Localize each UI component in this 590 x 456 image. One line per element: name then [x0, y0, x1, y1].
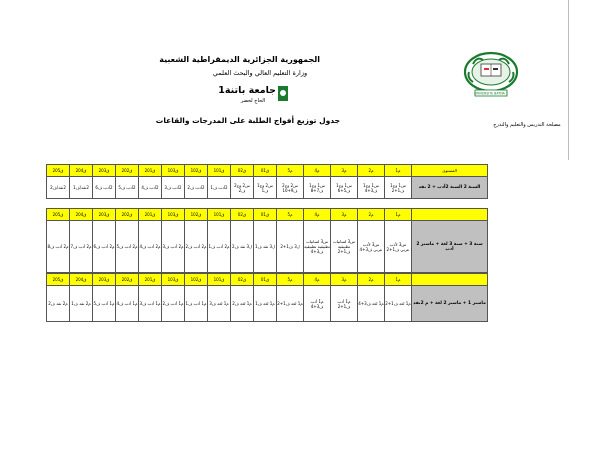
table-cell: س1 وج1 ف1+2 — [385, 177, 412, 199]
header-cell — [412, 209, 488, 221]
header-cell: ق205 — [47, 274, 70, 286]
header-cell: ق01 — [254, 274, 277, 286]
header-row — [47, 209, 488, 221]
table-cell: 2أدب ف6 — [93, 177, 116, 199]
table-cell: م1 لغة ف2 — [231, 286, 254, 322]
table-cell: س1 وج1 ف3+4 — [358, 177, 385, 199]
header-cell: ق102 — [185, 274, 208, 286]
header-cell: ق103 — [162, 165, 185, 177]
table-cell: م2 أدب ف2 — [185, 221, 208, 273]
table-cell: 2أدب ف4 — [139, 177, 162, 199]
header-cell: م1 — [385, 209, 412, 221]
header-cell: ق103 — [162, 209, 185, 221]
table-cell: م2 أدب ف8 — [47, 221, 70, 273]
header-cell: ق102 — [185, 209, 208, 221]
table-cell: س3 لأدب عربي ف3+4 — [358, 221, 385, 273]
table-cell: م2 أدب ف3 — [162, 221, 185, 273]
header-cell: م5 — [277, 165, 304, 177]
table-cell: م1 لغة ف1+2 — [277, 286, 304, 322]
header-cell: ق204 — [70, 165, 93, 177]
table-cell: ل3 نقد ف2 — [231, 221, 254, 273]
table-cell: س3 لسانيات تطبيقية ف1+2 — [331, 221, 358, 273]
header-cell: ق203 — [93, 165, 116, 177]
header-cell: ق101 — [208, 165, 231, 177]
table-cell: س1 وج1 ف5+6 — [331, 177, 358, 199]
header-cell: ق204 — [70, 209, 93, 221]
header-cell: ق02 — [231, 165, 254, 177]
header-cell: ق202 — [116, 165, 139, 177]
table-cell: م1 لغة ف1+2 — [385, 286, 412, 322]
republic-heading: الجمهورية الجزائرية الديمقراطية الشعبية — [159, 55, 320, 64]
header-cell: ق101 — [208, 209, 231, 221]
university-name: جامعة باتنة1 — [218, 85, 276, 96]
header-cell: ق02 — [231, 274, 254, 286]
header-cell: ق201 — [139, 165, 162, 177]
table-cell: م1 لغة ف1 — [254, 286, 277, 322]
header-cell: ق202 — [116, 274, 139, 286]
table-cell: م2 أدب ف6 — [93, 221, 116, 273]
header-cell: ق101 — [208, 274, 231, 286]
document-title: جدول توزيع أفواج الطلبة على المدرجات والقاعات — [155, 116, 340, 125]
table-cell: 2أدب ف3 — [162, 177, 185, 199]
header-cell: ق205 — [47, 165, 70, 177]
table-cell: م2 أدب ف1 — [208, 221, 231, 273]
header-cell: م1 — [385, 165, 412, 177]
university-emblem-icon — [276, 84, 290, 104]
logo-caption: UNIVERSITE BATNA 1 — [474, 91, 508, 96]
table-cell: س1 وج1 ف7+8 — [304, 177, 331, 199]
table-cell: س3 لأدب عربي ف1+2 — [385, 221, 412, 273]
schedule-block-3 — [46, 273, 488, 322]
university-logo — [461, 50, 521, 100]
header-cell: ق203 — [93, 274, 116, 286]
header-cell: ق204 — [70, 274, 93, 286]
header-cell: ق01 — [254, 165, 277, 177]
table-cell: س3 لسانيات تطبيقية تطبيقية ف3+4 — [304, 221, 331, 273]
table-row — [47, 177, 488, 199]
header-cell: ق02 — [231, 209, 254, 221]
header-cell: ق201 — [139, 209, 162, 221]
table-cell: م1 أدب ف5 — [93, 286, 116, 322]
table-cell: م1 لغة ف3 — [208, 286, 231, 322]
table-cell: 2نقد/ف1 — [70, 177, 93, 199]
header-cell: ق203 — [93, 209, 116, 221]
row-label: ماستر 1 + ماستر 2 لغة + م 2نقد — [412, 286, 488, 322]
table-cell: 2أدب ف1 — [208, 177, 231, 199]
header-cell: ق102 — [185, 165, 208, 177]
table-cell: م1 لغة ف3+4 — [358, 286, 385, 322]
header-cell: ق201 — [139, 274, 162, 286]
table-row — [47, 286, 488, 322]
header-cell: م2 — [358, 209, 385, 221]
header-cell: م4 — [304, 274, 331, 286]
table-row — [47, 221, 488, 273]
table-cell: م2 أدب ف5 — [116, 221, 139, 273]
header-cell: ق202 — [116, 209, 139, 221]
header-cell: ق205 — [47, 209, 70, 221]
header-row — [47, 274, 488, 286]
header-row — [47, 165, 488, 177]
header-cell: م3 — [331, 209, 358, 221]
header-cell: م5 — [277, 209, 304, 221]
row-label: سنة 3 + سنة 3 لغة + ماستر 2 أدب — [412, 221, 488, 273]
header-cell — [412, 274, 488, 286]
header-cell: م2 — [358, 165, 385, 177]
table-cell: م2 نقد ف1 — [70, 286, 93, 322]
header-cell: ق103 — [162, 274, 185, 286]
page-edge-line — [568, 0, 569, 160]
table-cell: م1 أدب ف1 — [185, 286, 208, 322]
university-subname: الحاج لخضر — [240, 98, 266, 104]
table-cell: م1 أدب ف4 — [116, 286, 139, 322]
table-cell: م2 نقد ف2 — [47, 286, 70, 322]
header-cell: م5 — [277, 274, 304, 286]
header-cell: م1 — [385, 274, 412, 286]
schedule-block-1 — [46, 164, 488, 199]
ministry-heading: وزارة التعليم العالي والبحث العلمي — [212, 69, 308, 77]
header-cell: م4 — [304, 209, 331, 221]
table-cell: س2 وج2 ف9+10 — [277, 177, 304, 199]
table-cell: م1 أدب ف3+4 — [304, 286, 331, 322]
row-label: السنة 2 السنة 2أدب + 2 نقد — [412, 177, 488, 199]
header-cell: م4 — [304, 165, 331, 177]
table-cell: م1 أدب ف3 — [139, 286, 162, 322]
table-cell: س2 وج2 ف2 — [231, 177, 254, 199]
service-name: مصلحة التدريس والتعليم والتدرج — [493, 122, 561, 128]
table-cell: س2 وج1 ف1 — [254, 177, 277, 199]
schedule-block-2 — [46, 208, 488, 273]
table-cell: م1 أدب ف2 — [162, 286, 185, 322]
table-cell: م1 أدب ف1+2 — [331, 286, 358, 322]
header-cell: م3 — [331, 165, 358, 177]
table-cell: ل3 نقد ف1 — [254, 221, 277, 273]
table-cell: 2أدب ف5 — [116, 177, 139, 199]
table-cell: 2أدب ف2 — [185, 177, 208, 199]
header-cell: ق01 — [254, 209, 277, 221]
table-cell: ل3 ف1+2 — [277, 221, 304, 273]
header-cell: م2 — [358, 274, 385, 286]
header-cell: م3 — [331, 274, 358, 286]
table-cell: م2 أدب ف7 — [70, 221, 93, 273]
table-cell: 2نقد/ف2 — [47, 177, 70, 199]
table-cell: م2 أدب ف4 — [139, 221, 162, 273]
header-cell: المستوى — [412, 165, 488, 177]
